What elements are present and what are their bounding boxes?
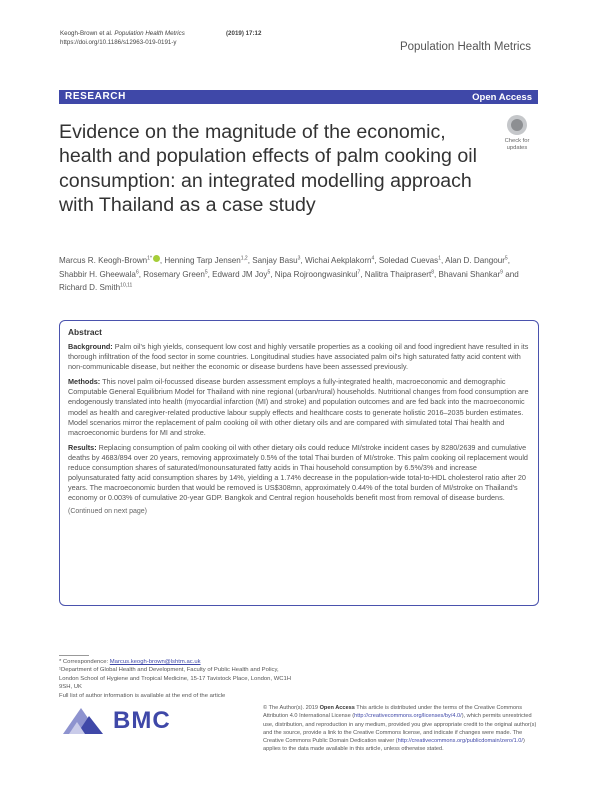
check-for-updates-button[interactable]	[496, 114, 538, 156]
open-access-label: Open Access	[472, 91, 532, 103]
cc-pd-link[interactable]: http://creativecommons.org/publicdomain/zero/1.0/	[397, 738, 523, 745]
bmc-logo-text: BMC	[113, 707, 171, 734]
cc-license-link[interactable]: http://creativecommons.org/licenses/by/4.0/	[354, 713, 462, 720]
continued-note: (Continued on next page)	[68, 508, 147, 516]
header-doi[interactable]: https://doi.org/10.1186/s12963-019-0191-y	[60, 38, 177, 46]
article-type-label: RESEARCH	[65, 91, 126, 102]
article-type-bar	[59, 90, 538, 104]
affiliation-1: ¹Department of Global Health and Development, Faculty of Public Health and Policy, London School of Hygiene and Tropical Medicine, 15-17 Tavistock Place, London, WC1H 9SH, UK	[59, 667, 292, 691]
footnotes: * Correspondence: Marcus.keogh-brown@lshtm.ac.uk ¹Department of Global Health and Development, Faculty of Public Health and Policy, London School of Hygiene and Tropical Medicine, 15-17 Tavistock Place, London, WC1H 9SH, UK Full list of author information is available at the end of the article	[59, 658, 299, 700]
check-updates-icon	[507, 115, 527, 135]
abstract-background: Background: Palm oil's high yields, consequent low cost and highly versatile properties as a cooking oil and food ingredient have resulted in its thorough infiltration of the food sector in some countries. Longitudinal studies have associated palm oil's high saturated fatty acid content with non-communicable disease, but neither the economic or disease burdens have been assessed previously.	[68, 342, 529, 372]
author-name: Nipa Rojroongwasinkul$^7$	[274, 268, 361, 279]
orcid-icon[interactable]	[153, 255, 160, 262]
header-authors: Keogh-Brown et al.	[60, 30, 113, 37]
author-name: Wichai Aekplakorn$^4$	[304, 255, 375, 265]
author-name: Soledad Cuevas$^1$	[378, 255, 442, 265]
author-name: Shabbir H. Gheewala$^6$	[59, 268, 139, 279]
abstract-methods: Methods: This novel palm oil-focussed disease burden assessment employs a fully-integrated health, macroeconomic and demographic Computable General Equilibrium Model for Thailand with nine regional (urban/rural) households. Nutritional changes from food consumption are endogenously translated into health (myocardial infarction (MI) and stroke) and population outcomes and are fed back into the macroeconomic model as health and caregiver-related productive labour supply effects and healthcare costs to generate holistic 2016–2035 burden estimates. Model scenarios mirror the replacement of palm cooking oil with other dietary oils and are compared with simulated total Thai health and macroeconomic burdens for MI and stroke.	[68, 377, 529, 437]
journal-name: Population Health Metrics	[399, 41, 531, 53]
abstract-results: Results: Replacing consumption of palm cooking oil with other dietary oils could reduce MI/stroke incident cases by 8280/2639 and cumulative deaths by 4683/894 over 20 years, removing approximately 0.5% of the total Thai burden of MI/stroke. This palm cooking oil replacement would reduce consumption shares of saturated/monounsaturated fatty acids in Thai household consumption by 6.5%/3% and increase polyunsaturated fatty acid consumption shares by 14%, yielding a 1.74% decrease in the population-wide total-to-HDL cholesterol ratio after 20 years. The macroeconomic burden that would be removed is US$308mn, approximately 0.44% of the total burden of MI/stroke on Thailand's economy or 0.003% of cumulative 20-year GDP. Bangkok and Central region households benefit most from removal of disease burdens.	[68, 442, 528, 503]
header-journal: Population Health Metrics	[114, 30, 185, 37]
license-text: © The Author(s). 2019 Open Access This article is distributed under the terms of the Creative Commons Attribution 4.0 International License (http://creativecommons.org/licenses/by/4.0/), which permits unrestricted use, distribution, and reproduction in any medium, provided you give appropriate credit to the original author(s) and the source, provide a link to the Creative Commons license, and indicate if changes were made. The Creative Commons Public Domain Dedication waiver (http://creativecommons.org/publicdomain/zero/1.0/) applies to the data made available in this article, unless otherwise stated.	[263, 705, 537, 753]
article-title: Evidence on the magnitude of the economic, health and population effects of palm cooking oil consumption: an integrated modelling approach with Thailand as a case study	[59, 121, 477, 217]
author-name: Edward JM Joy$^5$	[212, 268, 271, 279]
header-year-volume: (2019) 17:12	[226, 30, 262, 37]
author-name: Bhavani Shankar$^9$	[438, 268, 503, 279]
abstract-heading: Abstract	[68, 327, 102, 337]
author-name: Alan D. Dangour$^5$	[445, 255, 508, 265]
author-name: Sanjay Basu$^3$	[252, 255, 301, 265]
check-updates-text: Check for updates	[504, 138, 530, 151]
author-list: Marcus R. Keogh-Brown$^{1*}$ , Henning Tarp Jensen$^{1,2}$, Sanjay Basu$^3$, Wichai Aekplakorn$^4$, Soledad Cuevas$^1$, Alan D. Dangour$^5$, Shabbir H. Gheewala$^6$, Rosemary Green$^5$, Edward JM Joy$^5$, Nipa Rojroongwasinkul$^7$, Nalitra Thaiprasert$^8$, Bhavani Shankar$^9$ and Richard D. Smith$^{10,11}$	[59, 255, 519, 293]
running-header	[60, 30, 185, 47]
correspondence-email-link[interactable]: Marcus.keogh-brown@lshtm.ac.uk	[109, 659, 201, 665]
author-name: Henning Tarp Jensen$^{1,2}$	[164, 255, 248, 265]
author-name: Marcus R. Keogh-Brown$^{1*}$	[59, 256, 160, 265]
abstract-box	[59, 320, 539, 606]
footnote-divider	[59, 655, 89, 656]
author-name: Richard D. Smith$^{10,11}$	[59, 282, 133, 293]
author-name: Rosemary Green$^5$	[143, 268, 208, 279]
author-name: Nalitra Thaiprasert$^8$	[364, 268, 435, 279]
bmc-logo-icon	[59, 704, 107, 738]
affiliation-note: Full list of author information is available at the end of the article	[59, 692, 226, 699]
bmc-logo	[59, 704, 209, 738]
